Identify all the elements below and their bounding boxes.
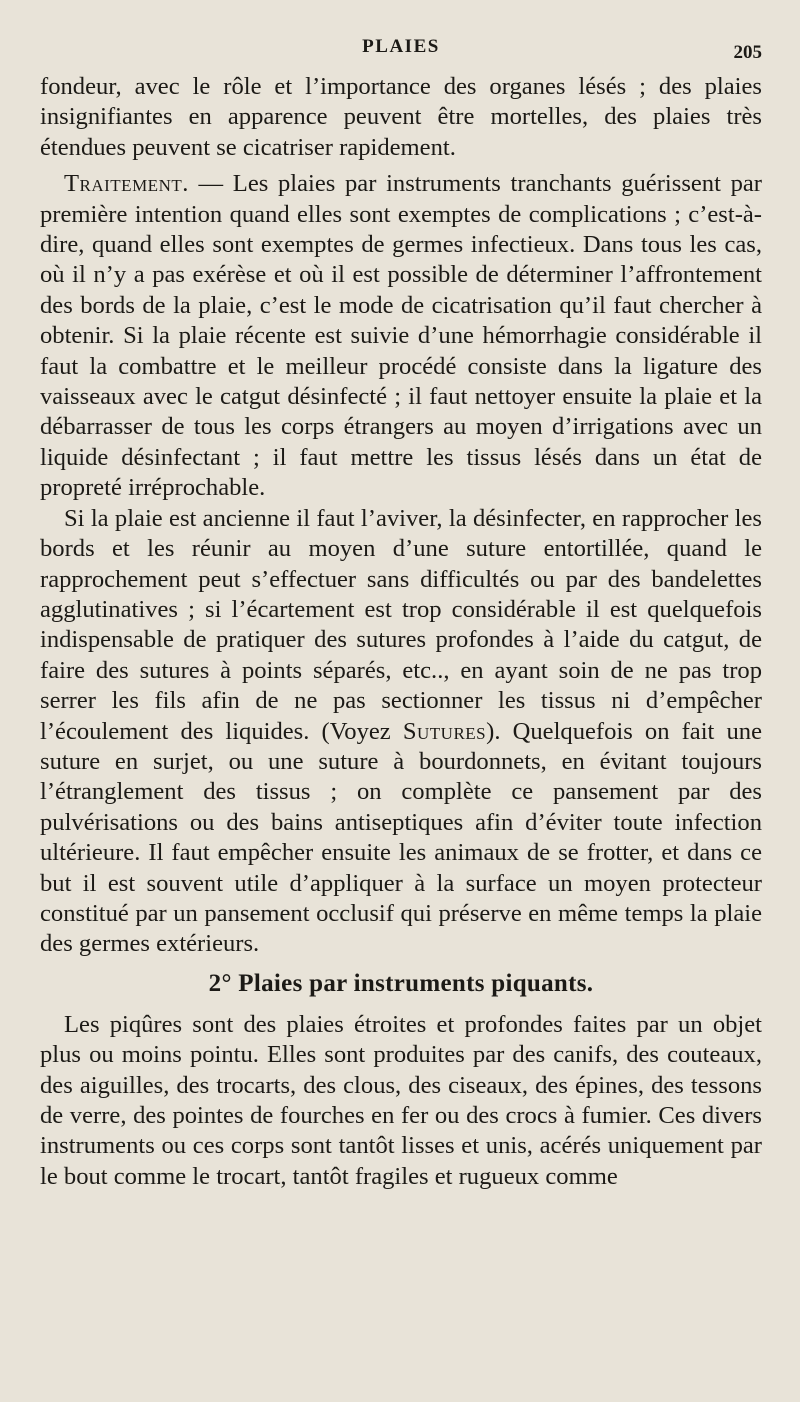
running-head [40,30,762,72]
traitement-text: — Les plaies par instruments tranchants guérissent par première intention quand elles sont exemptes de complications ; c’est-à-dire, quand elles sont exemptes de germes infectieux. Dans tous les cas, où il n’y a pas exérèse et où il est possible de déterminer l’affrontement des bords de la plaie, c’est le mode de cicatrisation qu’il faut chercher à obtenir. Si la plaie récente est suivie d’une hémorrhagie considérable il faut la combattre et le meilleur procédé consiste dans la ligature des vaisseaux avec le catgut désinfecté ; il faut nettoyer ensuite la plaie et la débarrasser de tous les corps étrangers au moyen d’irrigations avec un liquide désinfectant ; il faut mettre les tissus lésés dans un état de propreté irréprochable. [40,170,762,502]
plaie-ancienne-text-1: Si la plaie est ancienne il faut l’aviver, la désinfecter, en rapprocher les bords et les réunir au moyen d’une suture entortillée, quand le rapprochement peut s’effectuer sans difficultés ou par des bandelettes agglutinatives ; si l’écartement est trop considérable il est quelquefois indispensable de pratiquer des sutures profondes à l’aide du catgut, de faire des sutures à points séparés, etc.., en ayant soin de ne pas trop serrer les fils afin de ne pas sectionner les tissus ni d’empêcher l’écoulement des liquides. (Voyez [40,504,762,745]
paragraph-piqures: Les piqûres sont des plaies étroites et profondes faites par un objet plus ou moins pointu. Elles sont produites par des canifs, des couteaux, des aiguilles, des trocarts, des clous, des ciseaux, des épines, des tessons de verre, des pointes de fourches en fer ou des crocs à fumier. Ces divers instruments ou ces corps sont tantôt lisses et unis, acérés uniquement par le bout comme le trocart, tantôt fragiles et rugueux comme [40,1010,762,1190]
traitement-lead: Traitement. [64,170,189,198]
page-number: 205 [733,42,762,63]
section-heading: 2° Plaies par instruments piquants. [208,969,594,997]
running-title: PLAIES [362,36,440,57]
paragraph-traitement [40,169,762,503]
sutures-crossref: Sutures [402,717,487,745]
paragraph-plaie-ancienne [40,504,762,960]
paragraph-continuation: fondeur, avec le rôle et l’importance des organes lésés ; des plaies insignifiantes en apparence peuvent être mortelles, des plaies très étendues peuvent se cicatriser rapidement. [40,73,762,161]
plaie-ancienne-text-2: ). Quelquefois on fait une suture en surjet, ou une suture à bourdonnets, en évitant toujours l’étranglement des tissus ; on complète ce pansement par des pulvérisations ou des bains antiseptiques afin d’éviter toute infection ultérieure. Il faut empêcher ensuite les animaux de se frotter, et dans ce but il est souvent utile d’appliquer à la surface un moyen protecteur constitué par un pansement occlusif qui préserve en même temps la plaie des germes extérieurs. [40,717,763,958]
